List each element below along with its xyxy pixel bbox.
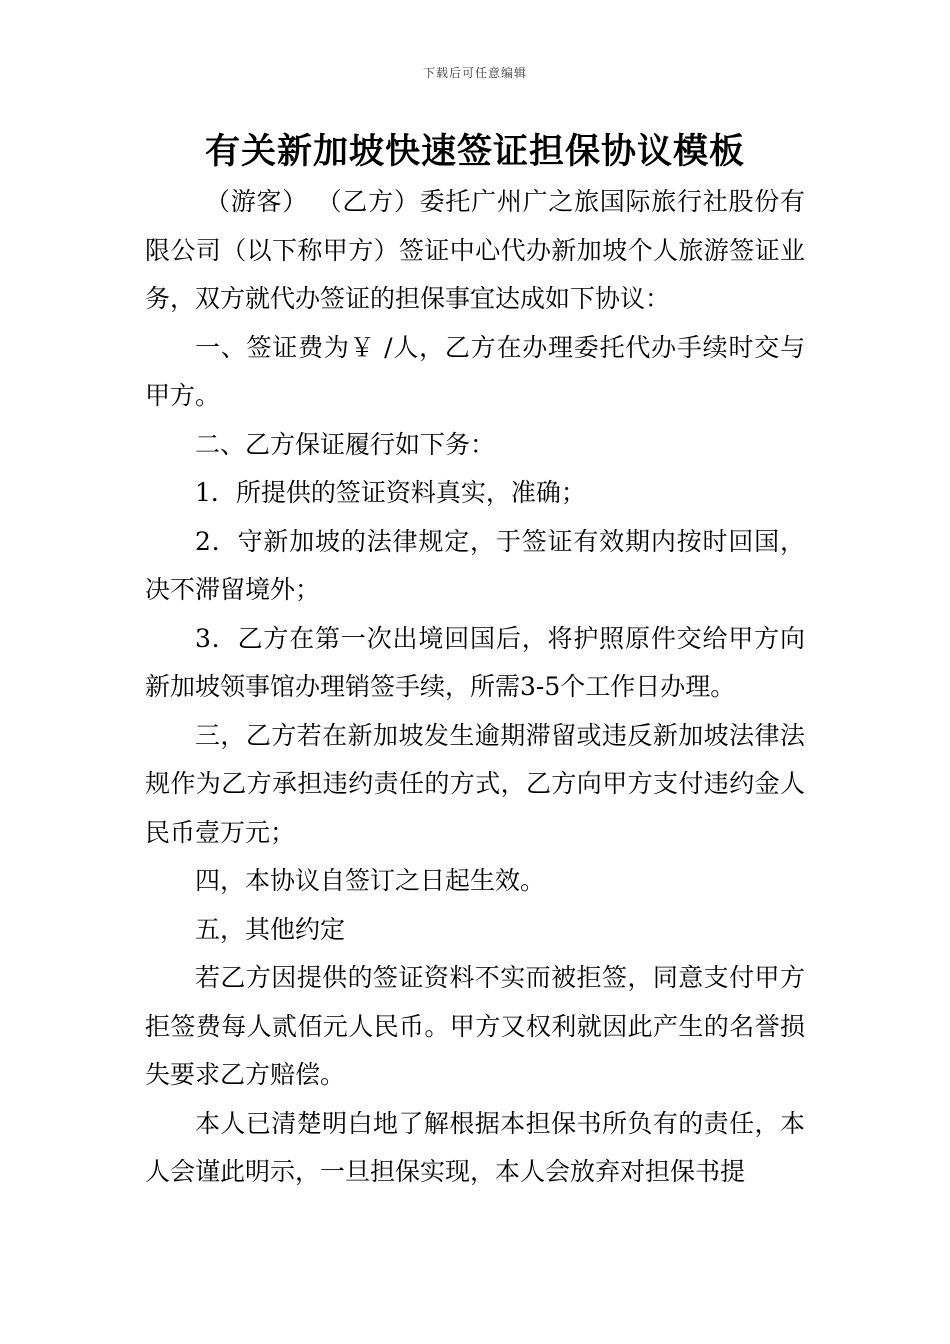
paragraph-item-3: 3．乙方在第一次出境回国后，将护照原件交给甲方向新加坡领事馆办理销签手续，所需3-5个工作日办理。 xyxy=(145,623,805,701)
document-title: 有关新加坡快速签证担保协议模板 xyxy=(204,132,745,172)
paragraph-clause-2: 二、乙方保证履行如下务： xyxy=(195,429,496,459)
paragraph-clause-3: 三，乙方若在新加坡发生逾期滞留或违反新加坡法律法规作为乙方承担违约责任的方式，乙方向甲方支付违约金人民币壹万元； xyxy=(145,720,805,847)
paragraph-clause-4: 四，本协议自签订之日起生效。 xyxy=(195,866,546,895)
paragraph-item-2: 2．守新加坡的法律规定，于签证有效期内按时回国，决不滞留境外； xyxy=(145,526,805,604)
paragraph-item-1: 1．所提供的签证资料真实，准确； xyxy=(195,478,586,507)
header-note: 下载后可任意编辑 xyxy=(422,66,527,80)
paragraph-other-terms: 若乙方因提供的签证资料不实而被拒签，同意支付甲方拒签费每人贰佰元人民币。甲方又权利就因此产生的名誉损失要求乙方赔偿。 xyxy=(145,963,805,1089)
paragraph-intro: （游客） （乙方）委托广州广之旅国际旅行社股份有限公司（以下称甲方）签证中心代办新加坡个人旅游签证业务，双方就代办签证的担保事宜达成如下协议： xyxy=(145,187,805,313)
paragraph-clause-5: 五，其他约定 xyxy=(195,914,346,944)
paragraph-declaration: 本人已清楚明白地了解根据本担保书所负有的责任，本人会谨此明示，一旦担保实现，本人会放弃对担保书提 xyxy=(145,1108,805,1186)
document-body xyxy=(145,178,805,1197)
paragraph-clause-1: 一、签证费为￥ /人，乙方在办理委托代办手续时交与甲方。 xyxy=(145,332,805,410)
